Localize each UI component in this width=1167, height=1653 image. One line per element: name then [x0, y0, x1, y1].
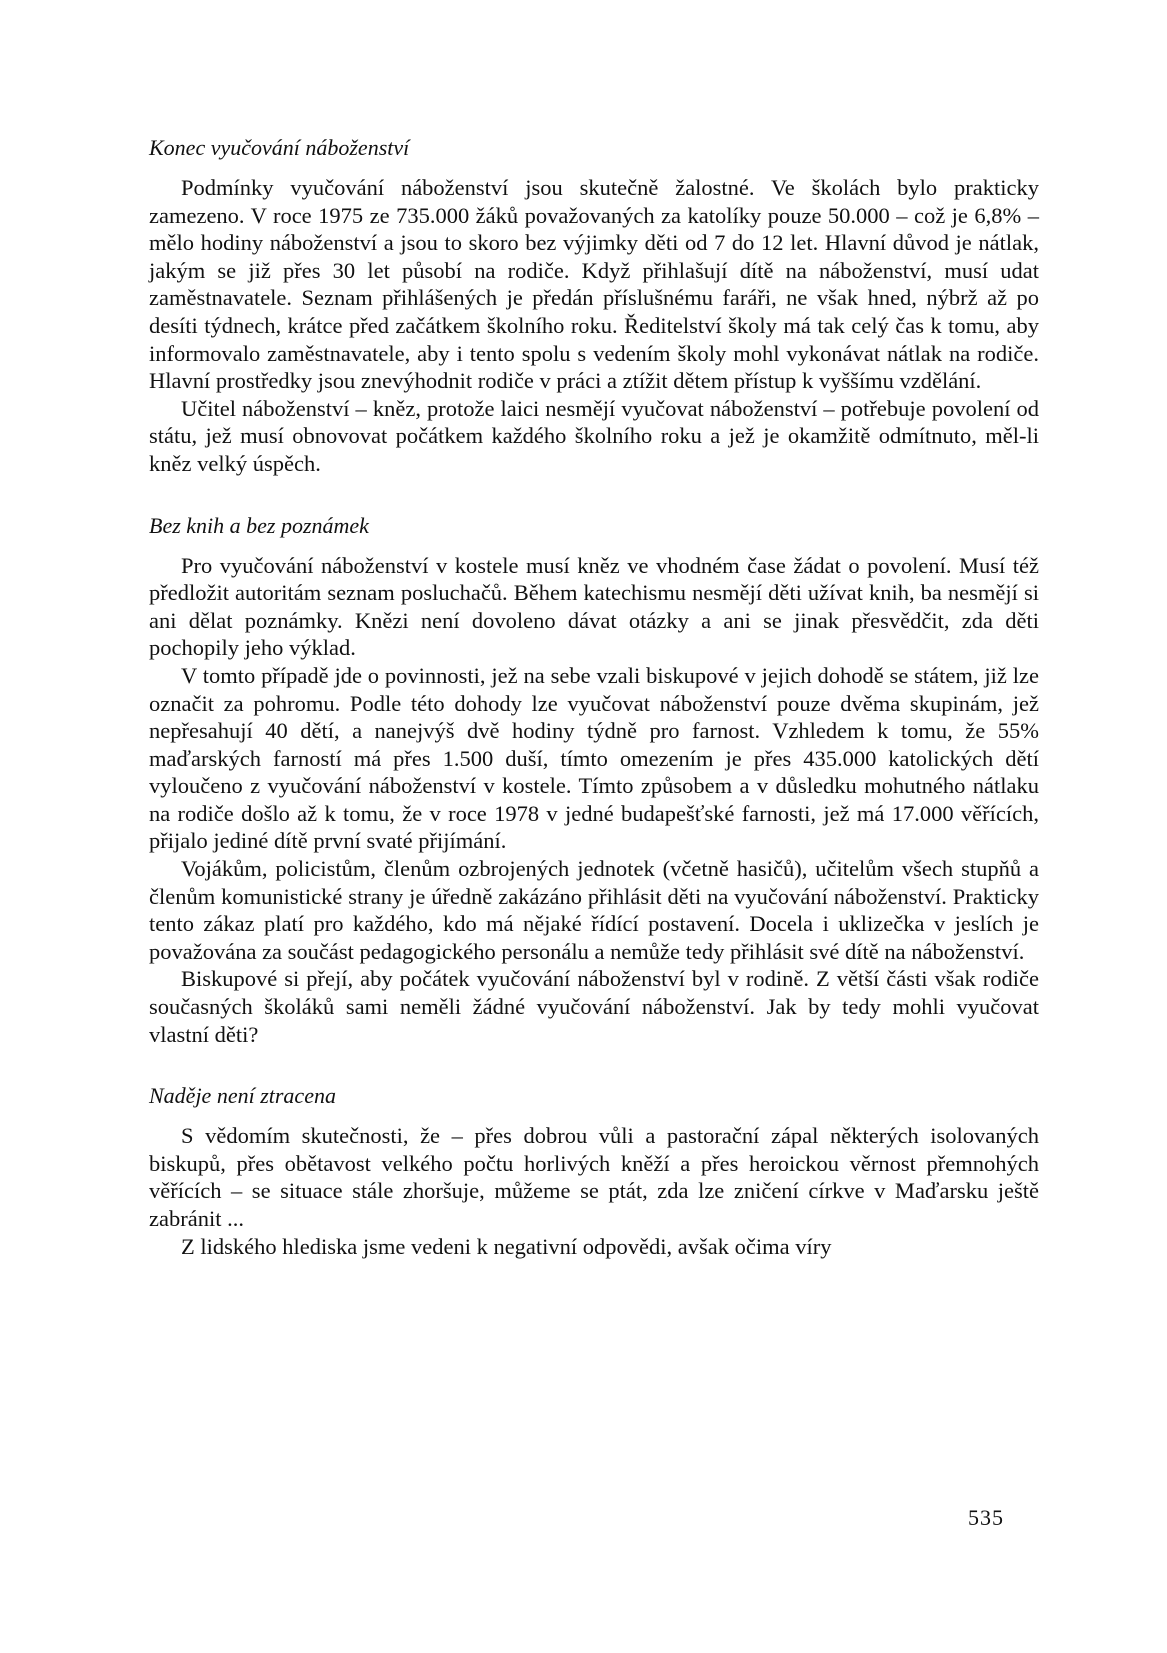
paragraph: Z lidského hlediska jsme vedeni k negativní odpovědi, avšak očima víry [181, 1233, 832, 1259]
paragraph: Pro vyučování náboženství v kostele musí kněz ve vhodném čase žádat o povolení. Musí též předložit autoritám seznam posluchačů. Během katechismu nesmějí děti užívat knih, ba nesmějí si ani dělat poznámky. Knězi není dovoleno dávat otázky a ani se jinak přesvědčit, zda děti pochopily jeho výklad. [149, 552, 1039, 661]
page-number: 535 [968, 1505, 1004, 1530]
section-konec-vyucovani [149, 134, 1039, 478]
section-nadeje [149, 1082, 1039, 1260]
paragraph: Učitel náboženství – kněz, protože laici nesmějí vyučovat náboženství – potřebuje povolení od státu, jež musí obnovovat počátkem každého školního roku a jež je okamžitě odmítnuto, měl-li kněz velký úspěch. [149, 395, 1039, 476]
paragraph: Podmínky vyučování náboženství jsou skutečně žalostné. Ve školách bylo prakticky zamezeno. V roce 1975 ze 735.000 žáků považovaných za katolíky pouze 50.000 – což je 6,8% – mělo hodiny náboženství a jsou to skoro bez výjimky děti od 7 do 12 let. Hlavní důvod je nátlak, jakým se již přes 30 let působí na rodiče. Když přihlašují dítě na náboženství, musí udat zaměstnavatele. Seznam přihlášených je předán příslušnému faráři, ne však hned, nýbrž až po desíti týdnech, krátce před začátkem školního roku. Ředitelství školy má tak celý čas k tomu, aby informovalo zaměstnavatele, aby i tento spolu s vedením školy mohl vykonávat nátlak na rodiče. Hlavní prostředky jsou znevýhodnit rodiče v práci a ztížit dětem přístup k vyššímu vzdělání. [149, 175, 1039, 394]
paragraph: V tomto případě jde o povinnosti, jež na sebe vzali biskupové v jejich dohodě se státem, již lze označit za pohromu. Podle této dohody lze vyučovat náboženství pouze dvěma skupinám, jež nepřesahují 40 dětí, a nanejvýš dvě hodiny týdně pro farnost. Vzhledem k tomu, že 55% maďarských farností má přes 1.500 duší, tímto omezením je přes 435.000 katolických dětí vyloučeno z vyučování náboženství v kostele. Tímto způsobem a v důsledku mohutného nátlaku na rodiče došlo až k tomu, že v roce 1978 v jedné budapešťské farnosti, jež má 17.000 věřících, přijalo jediné dítě první svaté přijímání. [149, 662, 1039, 854]
section-bez-knih [149, 512, 1039, 1049]
paragraph: S vědomím skutečnosti, že – přes dobrou vůli a pastorační zápal některých isolovaných biskupů, přes obětavost velkého počtu horlivých kněží a přes heroickou věrnost přemnohých věřících – se situace stále zhoršuje, můžeme se ptát, zda lze zničení církve v Maďarsku ještě zabránit ... [149, 1123, 1039, 1231]
page-body [149, 134, 1039, 1294]
paragraph: Biskupové si přejí, aby počátek vyučování náboženství byl v rodině. Z větší části však rodiče současných školáků sami neměli žádné vyučování náboženství. Jak by tedy mohli vyučovat vlastní děti? [149, 966, 1039, 1047]
section-heading: Bez knih a bez poznámek [149, 512, 369, 538]
paragraph: Vojákům, policistům, členům ozbrojených jednotek (včetně hasičů), učitelům všech stupňů a členům komunistické strany je úředně zakázáno přihlásit děti na vyučování náboženství. Prakticky tento zákaz platí pro každého, kdo má nějaké řídící postavení. Docela i uklizečka v jeslích je považována za součást pedagogického personálu a nemůže tedy přihlásit své dítě na náboženství. [149, 856, 1039, 964]
section-heading: Naděje není ztracena [149, 1083, 336, 1109]
section-heading: Konec vyučování náboženství [149, 135, 410, 160]
